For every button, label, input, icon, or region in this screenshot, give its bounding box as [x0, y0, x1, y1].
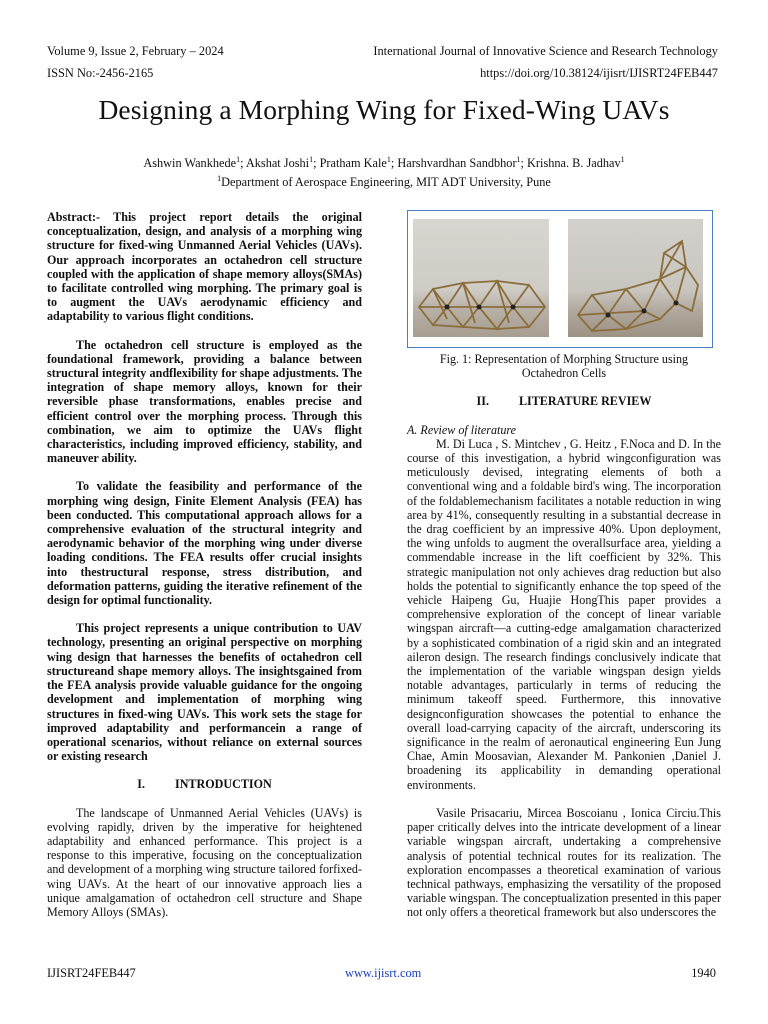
literature-paragraph: Vasile Prisacariu, Mircea Boscoianu , Ionica Circiu.This paper critically delves into the intricate development of a linear variable wingspan aircraft, undertaking a comprehensive analysis of potential technical routes for its realization. The exploration encompasses a theoretical examination of various technical pathways, emphasizing the versatility of the proposed variable wingspan. The conceptualization presented in this paper not only offers a theoretical framework but also underscores the [407, 805, 721, 920]
abstract-paragraph: To validate the feasibility and performance of the morphing wing design, Finite Element Analysis (FEA) has been conducted. This computational approach allows for a comprehensive evaluation of the structural integrity and aerodynamic behavior of the morphing wing under diverse loading conditions. The FEA results offer crucial insights into thestructural response, stress distribution, and deformation patterns, guiding the iterative refinement of the design for optimal functionality. [47, 479, 362, 608]
author-name: Pratham Kale [319, 156, 387, 171]
affiliation: $^1$Department of Aerospace Engineering, MIT ADT University, Pune [217, 174, 551, 190]
footer-paper-id: IJISRT24FEB447 [47, 966, 136, 980]
header-issn: ISSN No:-2456-2165 [47, 66, 154, 80]
photo-octahedron-chain [413, 219, 549, 337]
abstract-paragraph: This project represents a unique contribution to UAV technology, presenting an original perspective on morphing wing design that harnesses the benefits of octahedron cell structureand shape memory alloys. The insightsgained from the FEA analysis provide valuable guidance for the ongoing development and implementation of morphing wing structures in fixed-wing UAVs. This work sets the stage for improved adaptability and performancein a range of operational scenarios, without reliance on external sources or existing research [47, 621, 362, 764]
author-name: Harshvardhan Sandbhor [397, 156, 517, 171]
author-block [0, 152, 768, 190]
section-heading-introduction: I. INTRODUCTION [137, 777, 272, 792]
author-name: Krishna. B. Jadhav [527, 156, 621, 171]
subsection-heading: A. Review of literature [407, 422, 517, 437]
intro-paragraph: The landscape of Unmanned Aerial Vehicles (UAVs) is evolving rapidly, driven by the imperative for heightened adaptability and enhanced performance. This project is a response to this imperative, focusing on the conceptualization and development of a morphing wing structure tailored forfixed-wing UAVs. At the heart of our innovative approach lies a unique amalgamation of octahedron cell structure and Shape Memory Alloys (SMAs). [47, 805, 362, 919]
literature-paragraph: M. Di Luca , S. Mintchev , G. Heitz , F.Noca and D. In the course of this investigation, a hybrid wingconfiguration was meticulously devised, integrating elements of both a conventional wing and a foldable bird's wing. The incorporation of the foldablemechanism facilitates a notable reduction in wing area by 41%, consequently resulting in a substantial decrease in the drag coefficient by an impressive 40%. Upon deployment, the wing unfolds to augment the overallsurface area, yielding a commendable increase in the lift coefficient by 32%. This strategic manipulation not only achieves drag reduction but also holds the potential to significantly enhance the top speed of the vehicle Haipeng Gu, Huajie HongThis paper provides a comprehensive exploration of the concept of linear variable wingspan aircraft—a cutting-edge amalgamation characterized by a sophisticated combination of a rigid skin and an integrated aileron design. The research findings conclusively indicate that the implementation of the variable wingspan design yields notable advantages, particularly in terms of reducing the minimum takeoff speed. Furthermore, this innovative designconfiguration showcases the potential to enhance the overall load-carrying capacity of the aircraft, underscoring its significance in the realm of aeronautical engineering Eun Jung Chae, Amin Moosavian, Alexander M. Pankonien ,Daniel J. broadening its applicability in demanding operational environments. [407, 436, 721, 792]
author-name: Ashwin Wankhede [143, 156, 237, 171]
photo-octahedron-morphed [568, 219, 703, 337]
author-name: Akshat Joshi [245, 156, 310, 171]
truss-drawing [413, 219, 549, 337]
right-column [407, 210, 721, 920]
abstract-paragraph: The octahedron cell structure is employed as the foundational framework, providing a balance between structural integrity andflexibility for shape adjustments. The integration of shape memory alloys, known for their reversible phase transformations, enables precise and efficient control over the morphing process. Through this combination, we aim to optimize the UAVs flight characteristics, including improved efficiency, stability, and maneuver ability. [47, 337, 362, 466]
header-doi[interactable]: https://doi.org/10.38124/ijisrt/IJISRT24FEB447 [480, 66, 718, 80]
header-volume: Volume 9, Issue 2, February – 2024 [47, 44, 224, 58]
abstract-paragraph: Abstract:- This project report details the original conceptualization, design, and analysis of a morphing wing structure for fixed-wing Unmanned Aerial Vehicles (UAVs). Our approach incorporates an octahedron cell structure coupled with the application of shape memory alloys(SMAs) to facilitate controlled wing morphing. The primary goal is to augment the UAVs aerodynamic efficiency and adaptability to various flight conditions. [47, 210, 362, 324]
author-list: Ashwin Wankhede$^1$; Akshat Joshi$^1$; Pratham Kale$^1$; Harshvardhan Sandbhor$^1$; Krishna. B. Jadhav$^1$ [143, 155, 625, 171]
paper-title: Designing a Morphing Wing for Fixed-Wing UAVs [98, 94, 670, 125]
footer-page-number: 1940 [691, 966, 716, 980]
truss-drawing [568, 219, 703, 337]
section-heading-literature-review: II. LITERATURE REVIEW [476, 394, 652, 409]
footer-website-link[interactable]: www.ijisrt.com [345, 966, 422, 980]
header-journal: International Journal of Innovative Science and Research Technology [373, 44, 718, 58]
left-column [47, 210, 362, 919]
figure-morphing-structure [407, 210, 713, 348]
figure-caption: Fig. 1: Representation of Morphing Structure using Octahedron Cells [439, 352, 689, 381]
